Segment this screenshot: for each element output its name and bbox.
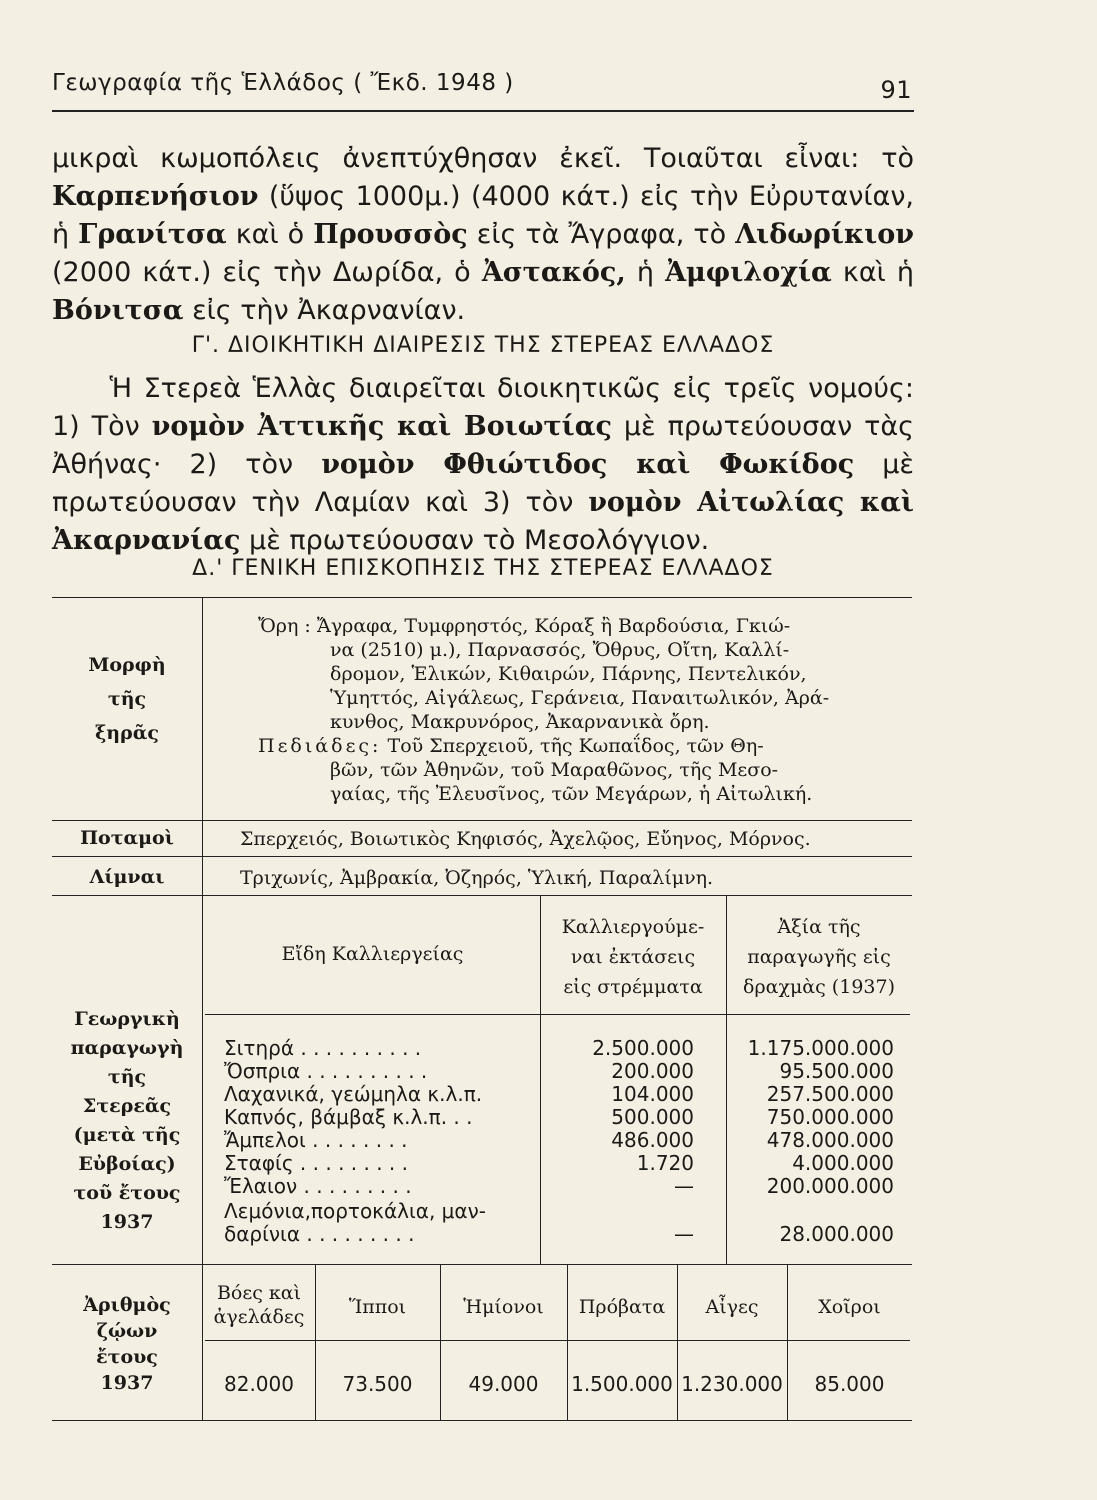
animal-col-rule: [567, 1264, 568, 1420]
crop-row: Λαχανικά, γεώμηλα κ.λ.π. 104.000 257.500.000: [224, 1082, 894, 1106]
bold-lidorikion: Λιδωρίκιον: [735, 219, 914, 250]
running-header: [52, 70, 912, 104]
row-rule: [52, 1264, 912, 1265]
animal-value-cattle: 82.000: [224, 1372, 294, 1396]
crop-row: Ἔλαιον . . . . . . . . . — 200.000.000: [224, 1174, 894, 1198]
rivers-label: Ποταμοὶ: [80, 827, 174, 849]
agri-header-kind: Εἴδη Καλλιεργείας: [281, 943, 464, 965]
animal-col-rule: [787, 1264, 788, 1420]
animal-header-pigs: Χοῖροι: [818, 1296, 881, 1318]
crop-row: Σταφίς . . . . . . . . . 1.720 4.000.000: [224, 1151, 894, 1175]
section-d-title: Δ.' ΓΕΝΙΚΗ ΕΠΙΣΚΟΠΗΣΙΣ ΤΗΣ ΣΤΕΡΕΑΣ ΕΛΛΑΔΟΣ: [192, 556, 774, 581]
bold-granitsa: Γρανίτσα: [78, 219, 227, 250]
animal-header-cattle: Βόες καὶ ἀγελάδες: [213, 1282, 305, 1328]
animal-col-rule: [315, 1264, 316, 1420]
animal-value-mules: 49.000: [468, 1372, 539, 1396]
bold-nomos-attikis: νομὸν Ἀττικῆς καὶ Βοιωτίας: [151, 411, 612, 442]
bold-nomos-fthiotidos: νομὸν Φθιώτιδος καὶ Φωκίδος: [321, 449, 855, 480]
plains-label: Πεδιάδες:: [258, 735, 382, 757]
animal-header-horses: Ἵπποι: [348, 1296, 407, 1318]
intro-paragraph: μικραὶ κωμοπόλεις ἀνεπτύχθησαν ἐκεῖ. Τοιαῦται εἶναι: τὸ Καρπενήσιον (ὕψος 1000μ.) (4000 κάτ.) εἰς τὴν Εὐρυτανίαν, ἡ Γρανίτσα καὶ ὁ Προυσσὸς εἰς τὰ Ἄγραφα, τὸ Λιδωρίκιον (2000 κάτ.) εἰς τὴν Δωρίδα, ὁ Ἀστακός, ἡ Ἀμφιλοχία καὶ ἡ Βόνιτσα εἰς τὴν Ἀκαρνανίαν.: [52, 143, 915, 326]
bold-proussos: Προυσσὸς: [313, 219, 468, 250]
bold-astakos: Ἀστακός,: [481, 257, 626, 288]
animal-value-pigs: 85.000: [814, 1372, 885, 1396]
crop-row: Λεμόνια,πορτοκάλια, μαν-: [224, 1199, 486, 1223]
agri-header-value: Ἀξία τῆς παραγωγῆς εἰς δραχμὰς (1937): [743, 916, 895, 998]
animal-header-mules: Ἡμίονοι: [463, 1296, 544, 1318]
header-rule: [52, 110, 914, 112]
lakes-cell: Τριχωνίς, Ἀμβρακία, Ὀζηρός, Ὑλική, Παραλίμνη.: [240, 867, 714, 889]
mountains-label: Ὄρη :: [258, 615, 311, 637]
crop-row: Καπνός, βάμβαξ κ.λ.π. . . 500.000 750.000.000: [224, 1105, 894, 1129]
animal-col-rule: [440, 1264, 441, 1420]
animals-label: Ἀριθμὸς ζῴων ἔτους 1937: [83, 1294, 171, 1394]
agri-header-area: Καλλιεργούμε- ναι ἐκτάσεις εἰς στρέμματα: [561, 916, 705, 998]
page-number: 91: [880, 76, 912, 104]
agri-header-rule: [205, 1014, 910, 1015]
animal-value-horses: 73.500: [342, 1372, 413, 1396]
bold-vonitsa: Βόνιτσα: [52, 295, 184, 326]
animal-value-sheep: 1.500.000: [571, 1372, 673, 1396]
row-rule: [52, 895, 912, 896]
table-bottom-rule: [52, 1420, 912, 1421]
animal-col-rule: [677, 1264, 678, 1420]
row-rule: [52, 856, 912, 857]
crop-row: Ἄμπελοι . . . . . . . . 486.000 478.000.000: [224, 1128, 894, 1152]
animal-header-rule: [205, 1340, 910, 1341]
mountains-cell: Ὄρη : Ἄγραφα, Τυμφρηστός, Κόραξ ἢ Βαρδούσια, Γκιώ- να (2510) μ.), Παρνασσός, Ὄθρυς, Οἴτη, Καλλί- δρομον, Ἑλικών, Κιθαιρών, Πάρνης, Πεντελικόν, Ὑμηττός, Αἰγάλεως, Γεράνεια, Παναιτωλικόν, Ἀρά- κυνθος, Μακρυνόρος, Ἀκαρνανικὰ ὄρη. Πεδιάδες: Τοῦ Σπερχειοῦ, τῆς Κωπαΐδος, τῶν Θη- βῶν, τῶν Ἀθηνῶν, τοῦ Μαραθῶνος, τῆς Μεσο- γαίας, τῆς Ἐλευσῖνος, τῶν Μεγάρων, ἡ Αἰτωλική.: [258, 615, 830, 805]
crop-row: δαρίνια . . . . . . . . . — 28.000.000: [224, 1222, 894, 1246]
section-g-paragraph: Ἡ Στερεὰ Ἑλλὰς διαιρεῖται διοικητικῶς εἰς τρεῖς νομούς: 1) Τὸν νομὸν Ἀττικῆς καὶ Βοιωτίας μὲ πρωτεύουσαν τὰς Ἀθήνας· 2) τὸν νομὸν Φθιώτιδος καὶ Φωκίδος μὲ πρωτεύουσαν τὴν Λαμίαν καὶ 3) τὸν νομὸν Αἰτωλίας καὶ Ἀκαρνανίας μὲ πρωτεύουσαν τὸ Μεσολόγγιον.: [52, 373, 914, 556]
section-g-title: Γ'. ΔΙΟΙΚΗΤΙΚΗ ΔΙΑΙΡΕΣΙΣ ΤΗΣ ΣΤΕΡΕΑΣ ΕΛΛΑΔΟΣ: [191, 333, 775, 358]
lakes-label: Λίμναι: [89, 866, 165, 888]
agri-label: Γεωργικὴ παραγωγὴ τῆς Στερεᾶς (μετὰ τῆς Εὐβοίας) τοῦ ἔτους 1937: [70, 1008, 184, 1233]
animal-header-goats: Αἶγες: [705, 1296, 759, 1318]
bold-nomos-aitolias: νομὸν Αἰτωλίας καὶ Ἀκαρνανίας: [52, 487, 914, 556]
bold-amfilochia: Ἀμφιλοχία: [665, 257, 832, 288]
table-top-rule: [52, 597, 912, 598]
bold-karpenision: Καρπενήσιον: [52, 181, 259, 212]
morph-label: Μορφὴ τῆς ξηρᾶς: [88, 654, 166, 744]
header-title: Γεωγραφία τῆς Ἑλλάδος ( Ἔκδ. 1948 ): [52, 70, 514, 96]
animal-header-sheep: Πρόβατα: [578, 1296, 666, 1318]
crop-row: Σιτηρά . . . . . . . . . . 2.500.000 1.175.000.000: [224, 1036, 894, 1060]
animal-value-goats: 1.230.000: [681, 1372, 783, 1396]
crop-row: Ὄσπρια . . . . . . . . . . 200.000 95.500.000: [224, 1059, 894, 1083]
rivers-cell: Σπερχειός, Βοιωτικὸς Κηφισός, Ἀχελῷος, Εὔηνος, Μόρνος.: [240, 828, 811, 850]
